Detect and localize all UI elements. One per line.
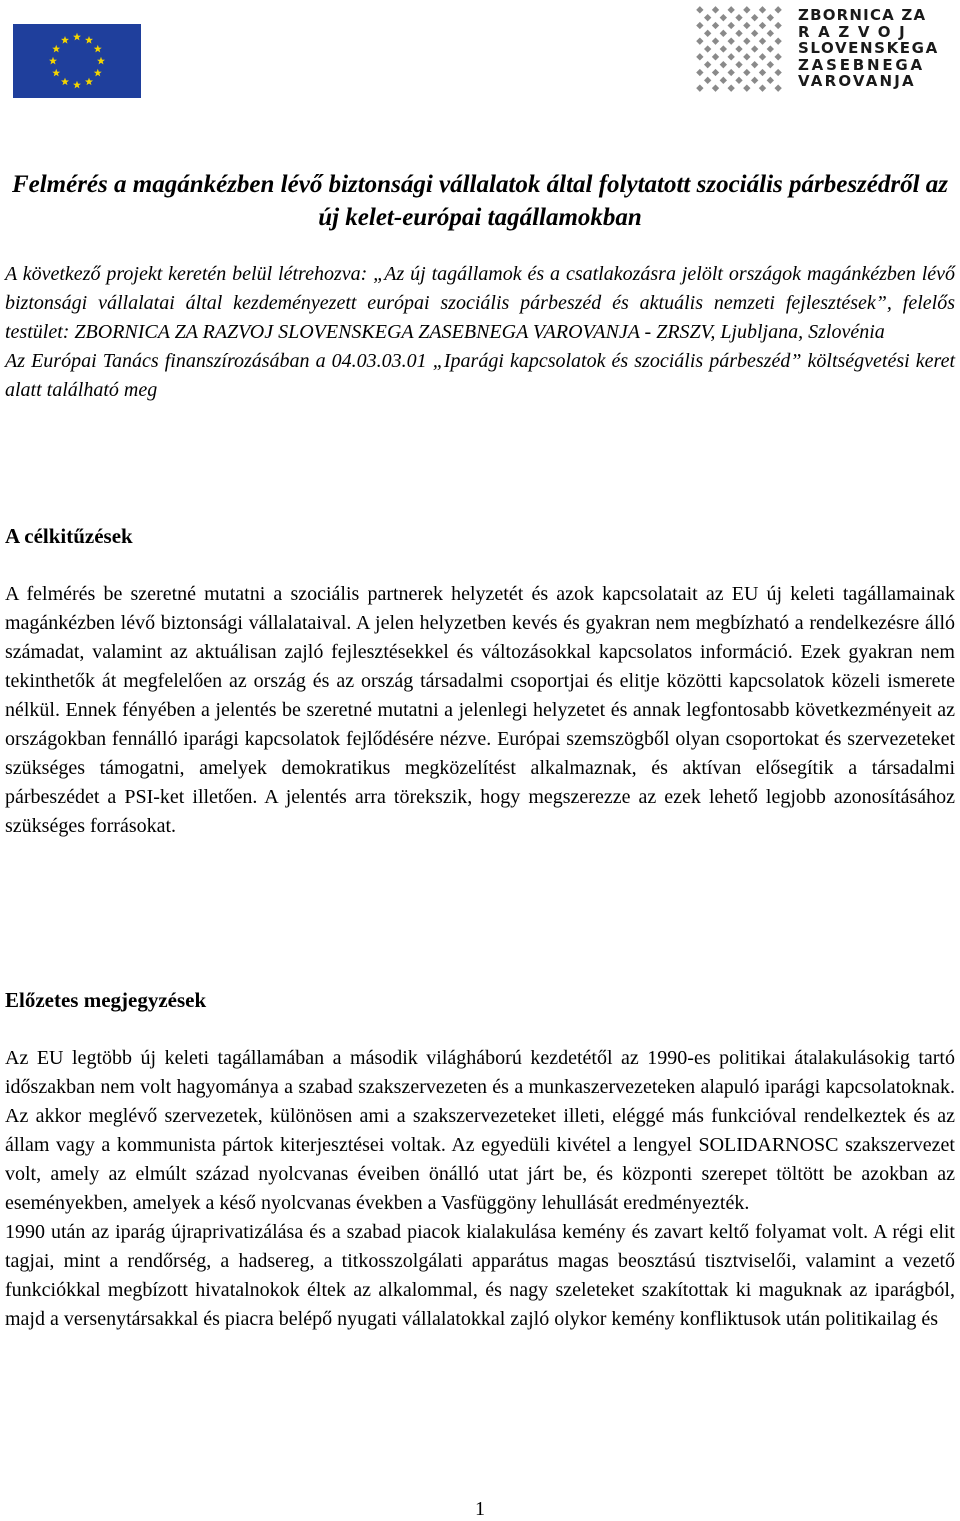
intro-block xyxy=(5,260,955,405)
logo-dot xyxy=(720,77,727,84)
logo-dot xyxy=(727,22,734,29)
logo-dot xyxy=(743,6,750,13)
logo-dot xyxy=(712,22,719,29)
logo-dot xyxy=(735,45,742,52)
logo-dot xyxy=(704,45,711,52)
logo-dot xyxy=(767,77,774,84)
logo-dot xyxy=(712,84,719,91)
logo-dot xyxy=(774,69,781,76)
logo-dot xyxy=(696,53,703,60)
logo-line-1: ZBORNICA ZA xyxy=(798,6,927,24)
logo-dot xyxy=(759,6,766,13)
logo-line-3: SLOVENSKEGA xyxy=(798,39,939,57)
document-title: Felmérés a magánkézben lévő biztonsági vállalatok által folytatott szociális párbeszédről az új kelet-európai tagállamokban xyxy=(11,171,949,231)
logo-dot xyxy=(720,45,727,52)
logo-dot xyxy=(712,6,719,13)
page-number: 1 xyxy=(475,1498,485,1520)
eu-flag-icon xyxy=(13,24,141,98)
logo-dot xyxy=(751,77,758,84)
logo-dot xyxy=(696,37,703,44)
logo-dot xyxy=(727,53,734,60)
logo-dot xyxy=(774,22,781,29)
logo-line-5: VAROVANJA xyxy=(798,72,916,90)
logo-dot xyxy=(751,14,758,21)
logo-dot xyxy=(759,69,766,76)
logo-dot xyxy=(767,30,774,37)
logo-dot xyxy=(696,69,703,76)
logo-line-2: RAZVOJ xyxy=(798,22,914,41)
logo-dot xyxy=(743,69,750,76)
preliminary-paragraph-2: 1990 után az iparág újraprivatizálása és a szabad piacok kialakulása kemény és zavart keltő folyamat volt. A régi elit tagjai, mint a rendőrség, a hadsereg, a titkosszolgálati apparátus magas beosztású tisztviselői, valamint a vezető funkciókkal megbízott hivatalnokok éltek az alkalommal, és nagy szeleteket szakítottak ki maguknak az iparágból, majd a versenytársakkal és piacra belépő nyugati vállalatokkal zajló olykor kemény konfliktusok után politikailag és xyxy=(5,1221,955,1330)
logo-dot xyxy=(743,37,750,44)
logo-dot xyxy=(720,61,727,68)
logo-dot xyxy=(759,37,766,44)
logo-dot xyxy=(767,45,774,52)
logo-dot xyxy=(696,6,703,13)
logo-dot xyxy=(712,69,719,76)
logo-line-4: ZASEBNEGA xyxy=(798,55,925,74)
logo-dot xyxy=(774,84,781,91)
zrszv-logo-text xyxy=(798,7,958,90)
logo-dot xyxy=(704,61,711,68)
section-body-objectives xyxy=(5,580,955,841)
intro-paragraph-funding: Az Európai Tanács finanszírozásában a 04.03.03.01 „Iparági kapcsolatok és szociális párbeszéd” költségvetési keret alatt található meg xyxy=(5,350,955,401)
logo-dot xyxy=(727,6,734,13)
logo-dot xyxy=(751,61,758,68)
logo-dot xyxy=(704,14,711,21)
logo-dot xyxy=(696,84,703,91)
objectives-paragraph: A felmérés be szeretné mutatni a szociális partnerek helyzetét és azok kapcsolatait az EU új keleti tagállamainak magánkézben lévő biztonsági vállalataival. A jelen helyzetben kevés és gyakran nem megbízható a rendelkezésre álló számadat, valamint az aktuálisan zajló fejlesztésekkel és változásokkal kapcsolatos információ. Ezek gyakran nem tekinthetők át megfelelően az ország és az ország társadalmi csoportjai és elitje közötti kapcsolatok közeli ismerete nélkül. Ennek fényében a jelentés be szeretné mutatni a jelenlegi helyzetet és annak legfontosabb következményeit az országokban fennálló iparági kapcsolatok fejlődésére nézve. Európai szemszögből olyan csoportokat és szervezeteket szükséges támogatni, amelyek demokratikus megközelítést alkalmaznak, és aktívan elősegítik a társadalmi párbeszédet a PSI-ket illetően. A jelentés arra törekszik, hogy megszerezze az ezek lehető legjobb azonosításához szükséges forrásokat. xyxy=(5,583,955,837)
logo-dot xyxy=(759,53,766,60)
logo-dot xyxy=(767,61,774,68)
logo-dot xyxy=(727,37,734,44)
logo-dot xyxy=(727,84,734,91)
logo-dot xyxy=(759,22,766,29)
logo-dot xyxy=(767,14,774,21)
logo-dot xyxy=(704,77,711,84)
logo-dot xyxy=(743,84,750,91)
logo-dot xyxy=(735,77,742,84)
logo-dot xyxy=(727,69,734,76)
section-heading-objectives: A célkitűzések xyxy=(5,524,133,548)
logo-dot xyxy=(743,53,750,60)
section-heading-preliminary-remarks: Előzetes megjegyzések xyxy=(5,988,207,1012)
section-body-preliminary-remarks xyxy=(5,1044,955,1334)
logo-dot xyxy=(720,14,727,21)
logo-dot xyxy=(774,37,781,44)
zrszv-logo-mark xyxy=(693,3,785,95)
logo-dot xyxy=(774,6,781,13)
logo-dot xyxy=(751,45,758,52)
logo-dot xyxy=(696,22,703,29)
logo-dot xyxy=(751,30,758,37)
logo-dot xyxy=(712,37,719,44)
logo-dot xyxy=(712,53,719,60)
intro-paragraph-project: A következő projekt keretén belül létrehozva: „Az új tagállamok és a csatlakozásra jelölt országok magánkézben lévő biztonsági vállalatai által kezdeményezett európai szociális párbeszéd és aktuális nemzeti fejlesztések”, felelős testület: ZBORNICA ZA RAZVOJ SLOVENSKEGA ZASEBNEGA VAROVANJA - ZRSZV, Ljubljana, Szlovénia xyxy=(5,263,955,343)
logo-dot xyxy=(735,30,742,37)
logo-dot xyxy=(704,30,711,37)
preliminary-paragraph-1: Az EU legtöbb új keleti tagállamában a második világháború kezdetétől az 1990-es politikai átalakulásokig tartó időszakban nem volt hagyománya a szabad szakszervezeten és a munkaszervezeteken alapuló iparági kapcsolatoknak. Az akkor meglévő szervezetek, különösen ami a szakszervezeteket illeti, eléggé más funkcióval rendelkeztek és az állam vagy a kommunista pártok kiterjesztései voltak. Az egyedüli kivétel a lengyel SOLIDARNOSC szakszervezet volt, amely az elmúlt század nyolcvanas éveiben önálló utat járt be, és központi szerepet töltött be azokban az eseményekben, amelyek a késő nyolcvanas években a Vasfüggöny lehullását eredményezték. xyxy=(5,1047,955,1214)
logo-dot xyxy=(735,61,742,68)
logo-dot xyxy=(735,14,742,21)
logo-dot xyxy=(720,30,727,37)
logo-dot xyxy=(759,84,766,91)
logo-dot xyxy=(743,22,750,29)
logo-dot xyxy=(774,53,781,60)
